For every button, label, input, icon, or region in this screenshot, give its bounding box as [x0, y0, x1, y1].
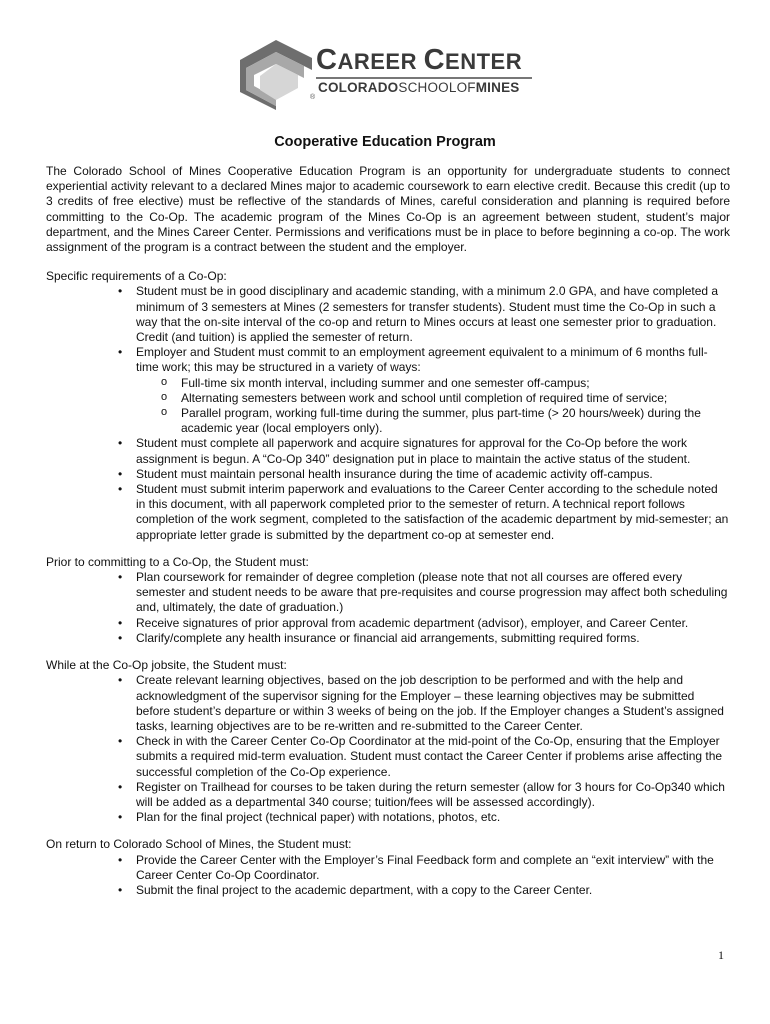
- list-item: • Receive signatures of prior approval from academic department (advisor), employer, and Career Center.: [136, 616, 730, 631]
- section-heading: Specific requirements of a Co-Op:: [46, 269, 227, 284]
- list-item: • Student must maintain personal health insurance during the time of academic activity off-campus.: [136, 467, 730, 482]
- section-heading: While at the Co-Op jobsite, the Student must:: [46, 658, 287, 673]
- sub-list-item: o Alternating semesters between work and school until completion of required time of service;: [181, 391, 730, 406]
- document-body: [46, 164, 730, 910]
- section-heading: Prior to committing to a Co-Op, the Student must:: [46, 554, 309, 569]
- list-item: • Student must be in good disciplinary and academic standing, with a minimum 2.0 GPA, and have completed a minimum of 3 semesters at Mines (2 semesters for transfer students). Student must time the Co-Op in such a way that the on-site interval of the co-op and return to Mines occurs at least one semester prior to graduation. Credit (and tuition) is applied the semester of return.: [136, 284, 730, 345]
- prior-list: [46, 570, 730, 646]
- list-item: • Create relevant learning objectives, based on the job description to be performed and with the help and acknowledgment of the supervisor signing for the Employer – these learning objectives may be submitted before student’s departure or within 3 weeks of being on the job. If the Employer changes a Student’s assigned tasks, learning objectives are to be re-written and re-submitted to the Career Center.: [136, 673, 730, 734]
- requirements-list: [46, 284, 730, 542]
- page-title: Cooperative Education Program: [274, 134, 496, 150]
- page-number: 1: [718, 948, 724, 962]
- sub-list: [136, 376, 730, 437]
- mines-mountain-logo-icon: [236, 38, 316, 110]
- list-item: • Employer and Student must commit to an employment agreement equivalent to a minimum of 6 months full-time work; this may be structured in a variety of ways: o Full-time six month interval, including summer and one semester off-campus; o Alternating semesters between work and school until completion of required time of service; o Parallel program, working full-time during the summer, plus part-time (> 20 hours/week) during the academic year (local employers only).: [136, 345, 730, 436]
- sub-list-item: o Parallel program, working full-time during the summer, plus part-time (> 20 hours/week) during the academic year (local employers only).: [181, 406, 730, 436]
- list-item: • Submit the final project to the academic department, with a copy to the Career Center.: [136, 883, 730, 898]
- list-item: • Register on Trailhead for courses to be taken during the return semester (allow for 3 hours for Co-Op340 which will be added as a departmental 340 course; tuition/fees will be assessed accordingly).: [136, 780, 730, 810]
- logo-title: CAREER CENTER: [316, 44, 523, 76]
- list-item: • Student must submit interim paperwork and evaluations to the Career Center according to the schedule noted in this document, with all paperwork completed prior to the semester of return. A technical report follows completion of the work segment, completed to the satisfaction of the academic department by mid-semester; an appropriate letter grade is submitted by the department co-op at semester end.: [136, 482, 730, 543]
- career-center-logo: [236, 38, 536, 110]
- logo-divider: [316, 77, 532, 79]
- list-item: • Clarify/complete any health insurance or financial aid arrangements, submitting required forms.: [136, 631, 730, 646]
- list-item: • Plan coursework for remainder of degree completion (please note that not all courses are offered every semester and student needs to be aware that pre-requisites and course progression may affect both scheduling and, ultimately, the date of graduation.): [136, 570, 730, 616]
- return-list: [46, 853, 730, 899]
- list-item: • Plan for the final project (technical paper) with notations, photos, etc.: [136, 810, 730, 825]
- intro-paragraph: The Colorado School of Mines Cooperative Education Program is an opportunity for undergraduate students to connect experiential activity relevant to a declared Mines major to academic coursework to earn elective credit. Because this credit (up to 3 credits of free elective) must be reflective of the standards of Mines, careful consideration and planning is required before committing to the Co-Op. The academic program of the Mines Co-Op is an agreement between student, student’s major department, and the Mines Career Center. Permissions and verifications must be in place to before beginning a co-op. The work assignment of the program is a contract between the student and the employer.: [46, 164, 730, 255]
- logo-subtitle: COLORADOSCHOOLOFMINES: [318, 80, 520, 95]
- section-heading: On return to Colorado School of Mines, the Student must:: [46, 837, 352, 852]
- list-item: • Student must complete all paperwork and acquire signatures for approval for the Co-Op before the work assignment is begun. A “Co-Op 340” designation put in place to maintain the active status of the student.: [136, 436, 730, 466]
- list-item: • Check in with the Career Center Co-Op Coordinator at the mid-point of the Co-Op, ensuring that the Employer submits a required mid-term evaluation. Student must contact the Career Center if problems arise affecting the successful completion of the Co-Op experience.: [136, 734, 730, 780]
- jobsite-list: [46, 673, 730, 825]
- sub-list-item: o Full-time six month interval, including summer and one semester off-campus;: [181, 376, 730, 391]
- registered-mark: ®: [310, 94, 316, 101]
- list-item: • Provide the Career Center with the Employer’s Final Feedback form and complete an “exit interview” with the Career Center Co-Op Coordinator.: [136, 853, 730, 883]
